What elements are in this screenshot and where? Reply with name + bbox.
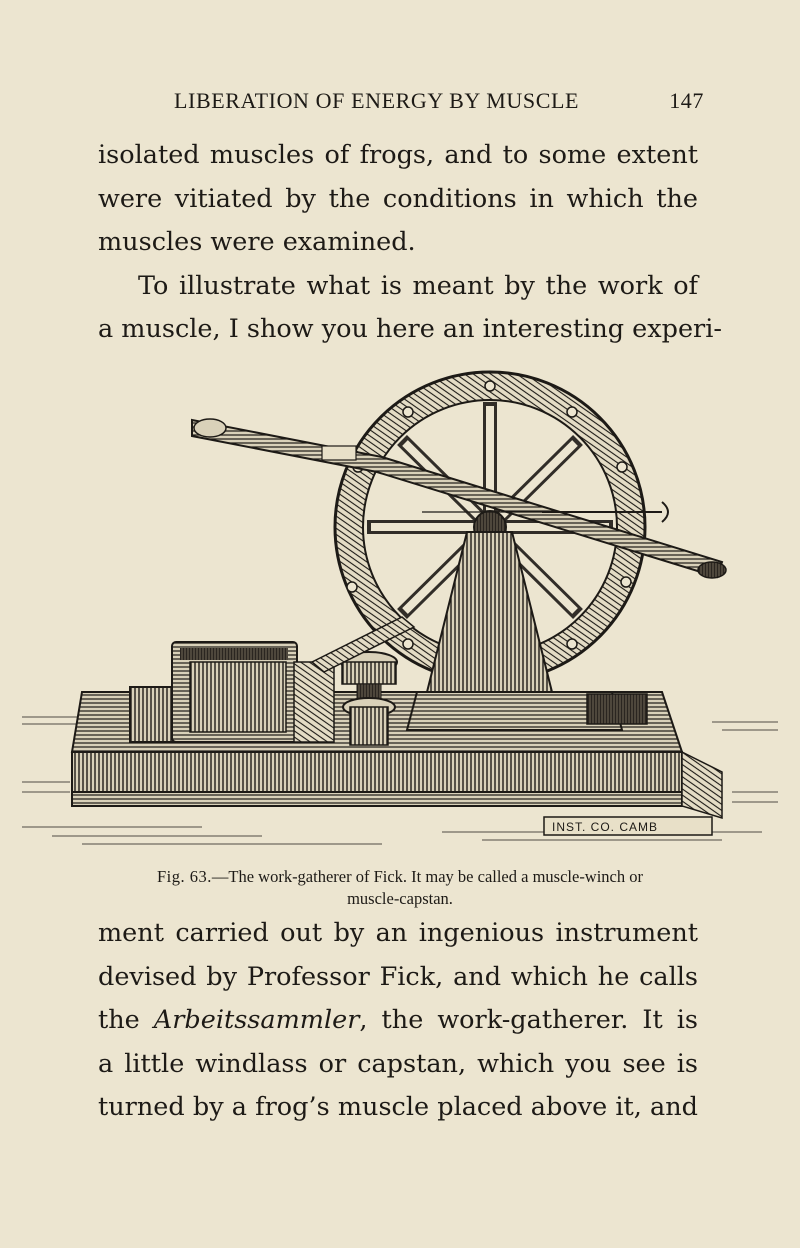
text-line: devised by Professor Fick, and which he calls <box>98 961 698 992</box>
term-arbeitssammler: Arbeitssammler <box>153 1005 360 1035</box>
text-line: turned by a frog’s muscle placed above it, and <box>98 1092 698 1122</box>
body-text-bottom <box>98 912 698 1130</box>
text-line: a muscle, I show you here an interesting experi- <box>98 314 723 344</box>
running-title: LIBERATION OF ENERGY BY MUSCLE <box>174 88 580 113</box>
figure-caption <box>150 866 650 910</box>
text-line <box>98 999 698 1043</box>
text-line: a little windlass or capstan, which you see is <box>98 1048 698 1079</box>
text-line: muscles were examined. <box>98 227 416 257</box>
muscle-chamber <box>130 642 334 742</box>
text-line: were vitiated by the conditions in which the <box>98 183 698 214</box>
maker-plate <box>544 817 712 835</box>
figure-work-gatherer-illustration <box>22 362 778 858</box>
figure-label: Fig. 63. <box>156 867 212 886</box>
text-line: To illustrate what is meant by the work of <box>138 270 698 301</box>
text-line: isolated muscles of frogs, and to some extent <box>98 140 698 170</box>
text-fragment: , the work-gatherer. It is <box>359 1005 698 1035</box>
maker-plate-text: INST. CO. CAMB <box>552 820 659 834</box>
caption-text: —The work-gatherer of Fick. It may be called a muscle-winch or muscle-capstan. <box>211 867 644 908</box>
text-line: ment carried out by an ingenious instrument <box>98 918 698 948</box>
text-fragment: the <box>98 1005 154 1035</box>
body-text-top <box>98 134 723 352</box>
page-number: 147 <box>669 88 704 113</box>
running-head <box>174 88 704 114</box>
